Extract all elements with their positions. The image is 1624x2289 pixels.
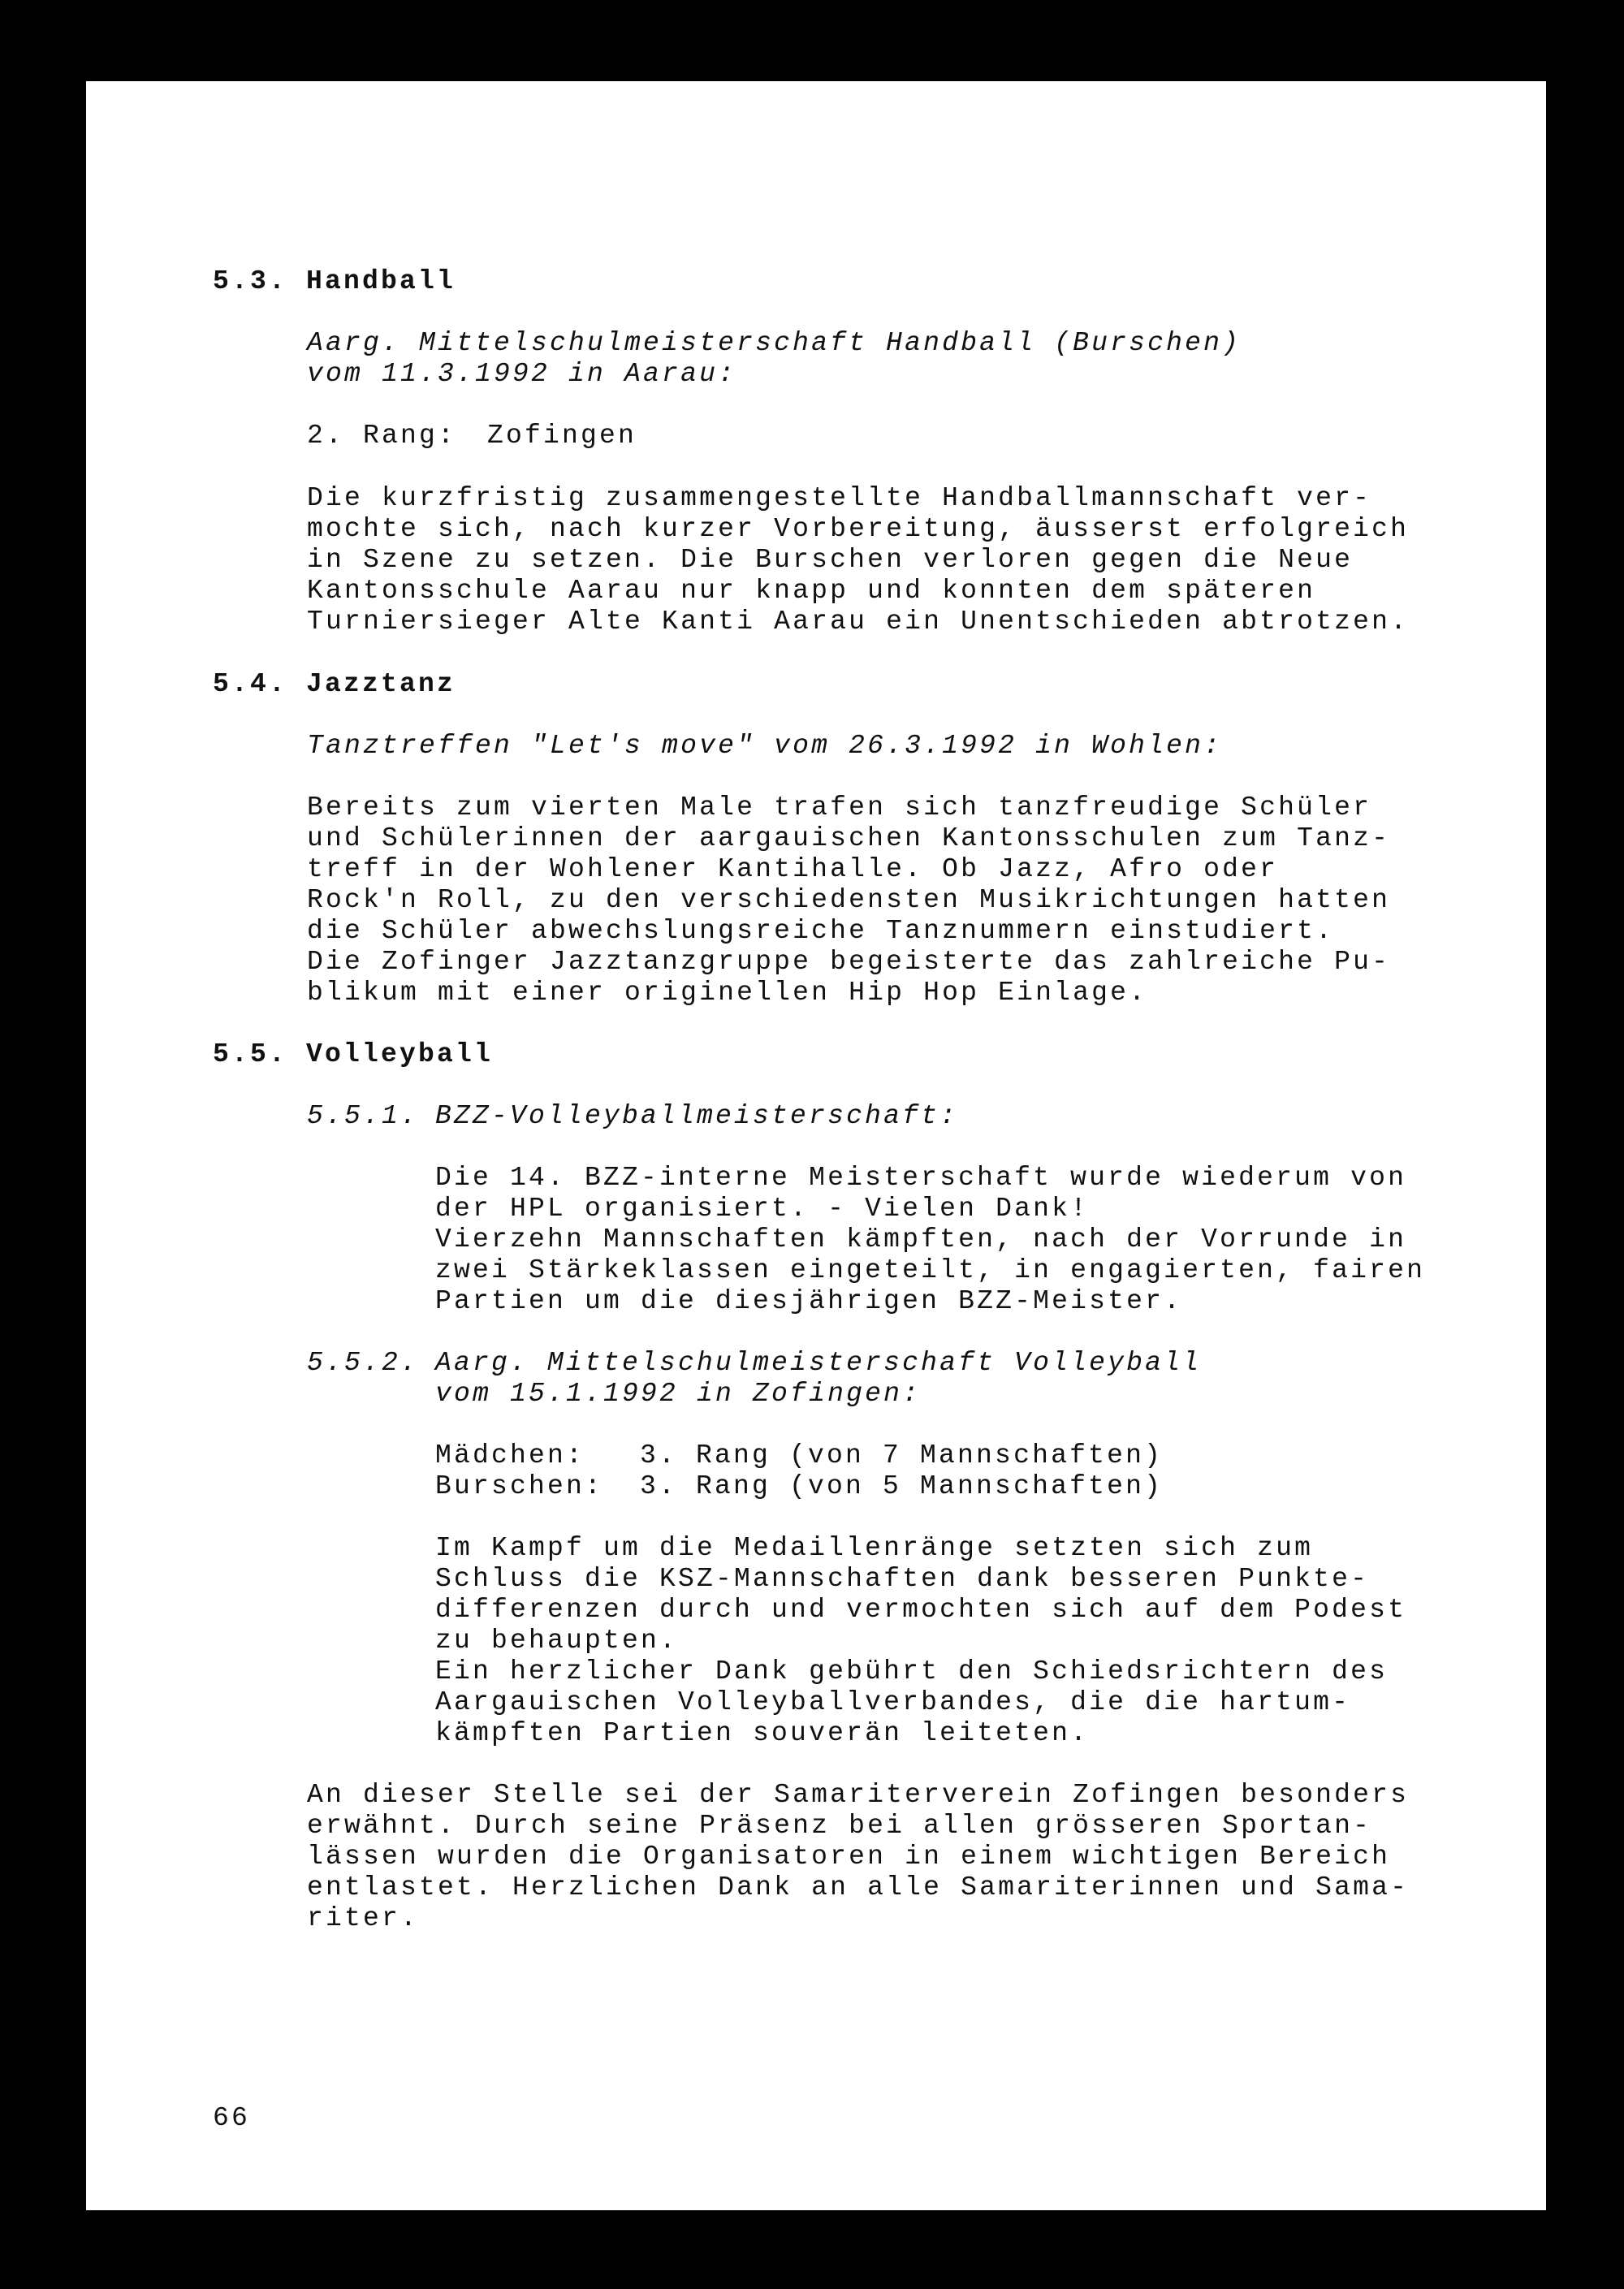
result-label: Mädchen: — [435, 1440, 585, 1471]
event-title: Tanztreffen "Let's move" vom 26.3.1992 in Wohlen: — [307, 731, 1223, 761]
result-line — [435, 1440, 1164, 1471]
document-page — [86, 81, 1546, 2210]
paragraph-line: Partien um die diesjährigen BZZ-Meister. — [435, 1286, 1183, 1316]
paragraph-line: Rock'n Roll, zu den verschiedensten Musikrichtungen hatten — [307, 885, 1391, 915]
result-label: 2. Rang: — [307, 421, 457, 451]
paragraph-line: lässen wurden die Organisatoren in einem wichtigen Bereich — [307, 1842, 1391, 1872]
subsection-heading — [307, 1348, 1202, 1379]
result-line — [307, 421, 637, 451]
paragraph-line: An dieser Stelle sei der Samariterverein Zofingen besonders — [307, 1780, 1410, 1810]
paragraph-line: Aargauischen Volleyballverbandes, die die hartum- — [435, 1687, 1351, 1717]
paragraph-line: treff in der Wohlener Kantihalle. Ob Jazz, Afro oder — [307, 854, 1279, 884]
paragraph-line: die Schüler abwechslungsreiche Tanznummern einstudiert. — [307, 916, 1335, 946]
section-heading-volleyball — [213, 1039, 493, 1070]
paragraph-line: Turniersieger Alte Kanti Aarau ein Unentschieden abtrotzen. — [307, 607, 1410, 637]
section-heading-handball — [213, 266, 456, 297]
paragraph-line: zwei Stärkeklassen eingeteilt, in engagierten, fairen — [435, 1255, 1426, 1285]
page-number: 66 — [213, 2103, 251, 2133]
section-number: 5.4. — [213, 669, 288, 699]
subsection-number: 5.5.1. — [307, 1101, 420, 1131]
paragraph-line: blikum mit einer originellen Hip Hop Einlage. — [307, 978, 1148, 1008]
section-title: Jazztanz — [306, 669, 456, 699]
paragraph-line: Die Zofinger Jazztanzgruppe begeisterte das zahlreiche Pu- — [307, 947, 1391, 977]
paragraph-line: und Schülerinnen der aargauischen Kantonsschulen zum Tanz- — [307, 823, 1391, 853]
section-heading-jazztanz — [213, 669, 456, 700]
paragraph-line: mochte sich, nach kurzer Vorbereitung, äusserst erfolgreich — [307, 514, 1410, 544]
paragraph-line: zu behaupten. — [435, 1626, 679, 1656]
paragraph-line: Die kurzfristig zusammengestellte Handballmannschaft ver- — [307, 483, 1372, 513]
subsection-title: Aarg. Mittelschulmeisterschaft Volleyball — [435, 1348, 1202, 1378]
paragraph-line: Vierzehn Mannschaften kämpften, nach der Vorrunde in — [435, 1224, 1407, 1255]
paragraph-line: entlastet. Herzlichen Dank an alle Samariterinnen und Sama- — [307, 1872, 1410, 1902]
subsection-title-cont: vom 15.1.1992 in Zofingen: — [435, 1379, 922, 1409]
subsection-title: BZZ-Volleyballmeisterschaft: — [435, 1101, 959, 1131]
section-title: Volleyball — [306, 1039, 494, 1069]
result-label: Burschen: — [435, 1471, 604, 1501]
paragraph-line: Bereits zum vierten Male trafen sich tanzfreudige Schüler — [307, 793, 1372, 823]
result-value: 3. Rang (von 5 Mannschaften) — [640, 1471, 1164, 1501]
subsection-heading — [307, 1101, 959, 1132]
paragraph-line: Die 14. BZZ-interne Meisterschaft wurde wiederum von — [435, 1163, 1407, 1193]
section-number: 5.5. — [213, 1039, 288, 1069]
event-title: vom 11.3.1992 in Aarau: — [307, 359, 737, 389]
section-number: 5.3. — [213, 266, 288, 296]
paragraph-line: in Szene zu setzen. Die Burschen verloren gegen die Neue — [307, 545, 1354, 575]
paragraph-line: Ein herzlicher Dank gebührt den Schiedsrichtern des — [435, 1656, 1389, 1687]
paragraph-line: Im Kampf um die Medaillenränge setzten sich zum — [435, 1533, 1314, 1563]
result-value: Zofingen — [487, 421, 637, 451]
paragraph-line: differenzen durch und vermochten sich auf dem Podest — [435, 1595, 1407, 1625]
result-value: 3. Rang (von 7 Mannschaften) — [640, 1440, 1164, 1471]
section-title: Handball — [306, 266, 456, 296]
paragraph-line: kämpften Partien souverän leiteten. — [435, 1718, 1090, 1748]
paragraph-line: erwähnt. Durch seine Präsenz bei allen grösseren Sportan- — [307, 1811, 1372, 1841]
subsection-number: 5.5.2. — [307, 1348, 420, 1378]
paragraph-line: riter. — [307, 1903, 420, 1933]
event-title: Aarg. Mittelschulmeisterschaft Handball (Burschen) — [307, 328, 1242, 358]
paragraph-line: der HPL organisiert. - Vielen Dank! — [435, 1194, 1090, 1224]
paragraph-line: Kantonsschule Aarau nur knapp und konnten dem späteren — [307, 576, 1316, 606]
paragraph-line: Schluss die KSZ-Mannschaften dank besseren Punkte- — [435, 1564, 1370, 1594]
result-line — [435, 1471, 1164, 1502]
